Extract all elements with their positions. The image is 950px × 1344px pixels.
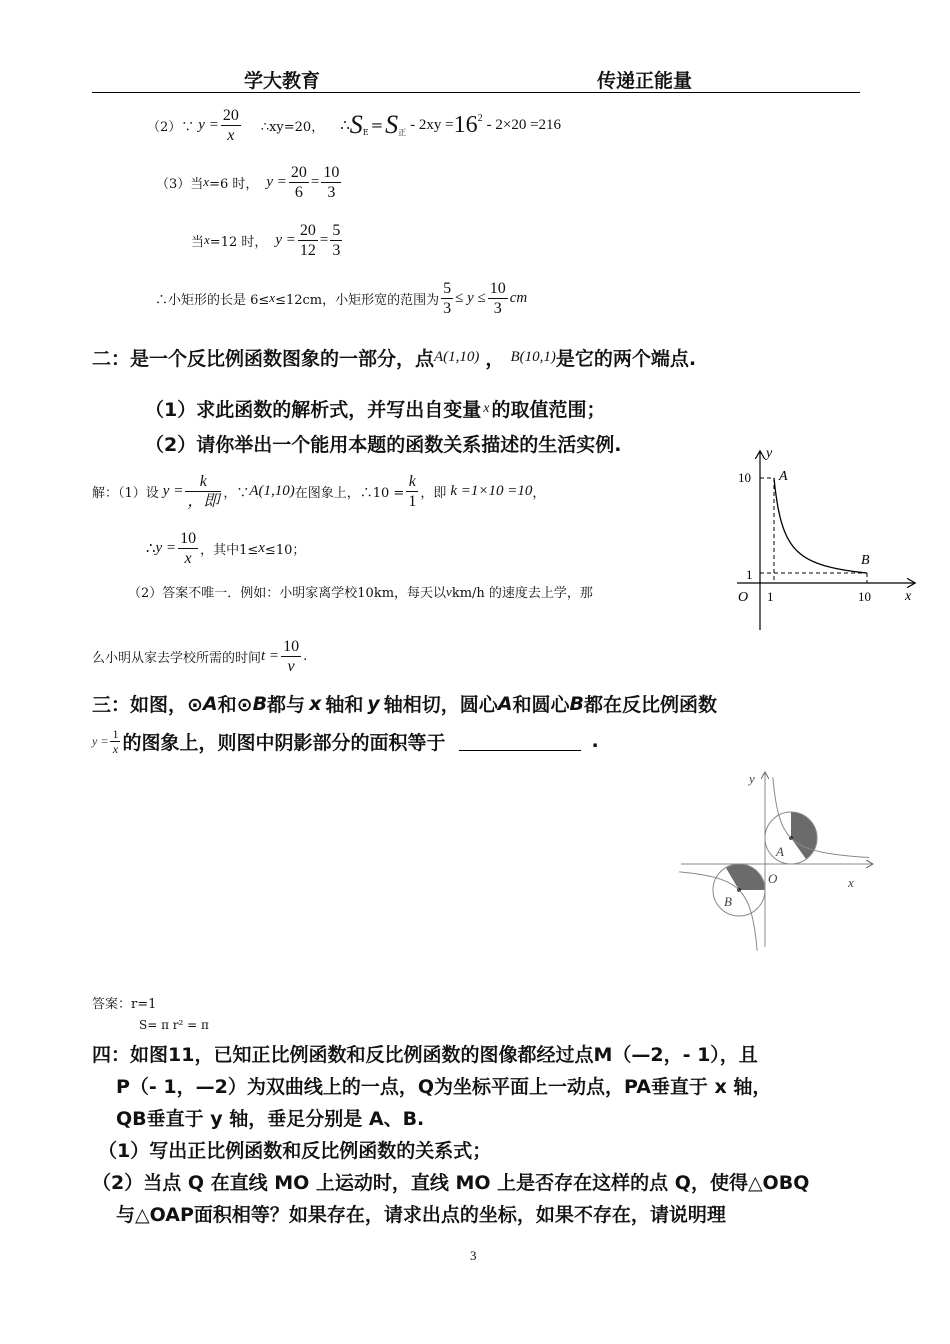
x-axis-label: x: [848, 875, 854, 890]
q2-solution-line-2: ∴ y = $\frac{10}{x}$ ，其中1≤ x ≤10；: [146, 529, 306, 567]
solution-line-2: （2）∵ y = $\frac{20}{x}$ ∴xy=20， ∴ S E = S 正 - 2xy = 16 2 - 2×20 =216: [147, 106, 562, 144]
tick-x-10: 10: [858, 589, 871, 604]
tick-y-1: 1: [746, 567, 753, 582]
q2-solution-line-3: （2）答案不唯一．例如：小明家离学校10km，每天以 v km/h 的速度去上学，那: [128, 583, 593, 601]
origin-label: O: [738, 590, 749, 605]
tick-y-10: 10: [738, 470, 751, 485]
q3-line-2: y = $\frac{1}{x}$ 的图象上，则图中阴影部分的面积等于 .: [92, 726, 599, 756]
q3-line-1: 三：如图，⊙ A 和⊙ B 都与 x 轴和 y 轴相切，圆心 A 和圆心 B 都在反比例函数: [92, 692, 717, 716]
label-A: A: [776, 844, 784, 859]
q4-line-3: QB垂直于 y 轴，垂足分别是 A、B.: [116, 1108, 425, 1130]
y-axis-label: y: [766, 446, 773, 461]
tick-x-1: 1: [767, 589, 774, 604]
q4-line-4: （1）写出正比例函数和反比例函数的关系式；: [98, 1140, 492, 1162]
q2-title: 二：是一个反比例函数图象的一部分，点 A(1,10) ， B(10,1) 是它的两个端点.: [92, 348, 697, 370]
q2-sub1: （1）求此函数的解析式，并写出自变量 x 的取值范围；: [145, 399, 606, 421]
circle-B-shaded-2: [726, 864, 739, 890]
header-left: 学大教育: [244, 70, 321, 92]
page-number: 3: [470, 1248, 477, 1263]
q2-sub2: （2）请你举出一个能用本题的函数关系描述的生活实例.: [145, 434, 622, 456]
q4-line-2: P（- 1，—2）为双曲线上的一点，Q为坐标平面上一动点，PA垂直于 x 轴，: [116, 1076, 772, 1098]
solution-line-4: 当 x =12 时， y = $\frac{20}{12}$ = $\frac{5}{3}$: [191, 221, 341, 259]
solution-line-5: ∴小矩形的长是 6≤ x ≤12cm，小矩形宽的范围为 $\frac{5}{3}$ ≤ y ≤ $\frac{10}{3}$ cm: [155, 279, 528, 317]
label-B: B: [724, 894, 732, 909]
fraction-20-over-x: $\frac{20}{x}$: [222, 106, 239, 144]
q2-solution-line-4: 么小明从家去学校所需的时间 t = $\frac{10}{v}$ .: [92, 637, 308, 675]
header-rule: [92, 92, 860, 93]
point-A-label: A: [779, 469, 788, 484]
answer-blank[interactable]: [459, 732, 581, 751]
point-B-label: B: [861, 553, 870, 568]
header-right: 传递正能量: [597, 70, 693, 92]
y-axis-label: y: [749, 771, 755, 786]
hyperbola-branch-1: [773, 777, 869, 857]
x-axis-label: x: [905, 589, 912, 604]
q4-line-5: （2）当点 Q 在直线 MO 上运动时，直线 MO 上是否存在这样的点 Q，使得△OBQ: [92, 1172, 810, 1194]
origin-label: O: [768, 871, 778, 886]
q3-answer-2: S= π r² = π: [139, 1018, 209, 1032]
q2-solution-line-1: 解：（1）设 y = $\frac{k}{\text{，即}}$ ，∵ A(1,10) 在图象上，∴10 = $\frac{k}{1}$ ，即 k =1×10 =10 ，: [92, 472, 546, 510]
q3-answer-1: 答案：r=1: [92, 997, 157, 1012]
q4-line-6: 与△OAP面积相等？如果存在，请求出点的坐标，如果不存在，请说明理: [116, 1204, 726, 1226]
q4-line-1: 四：如图11，已知正比例函数和反比例函数的图像都经过点M（—2，- 1），且: [92, 1044, 758, 1066]
solution-line-3: （3）当 x =6 时， y = $\frac{20}{6}$ = $\frac{10}{3}$: [156, 163, 340, 201]
q2-graph: [722, 440, 927, 640]
hyperbola-curve: [774, 478, 867, 573]
q3-graph: [676, 765, 876, 955]
